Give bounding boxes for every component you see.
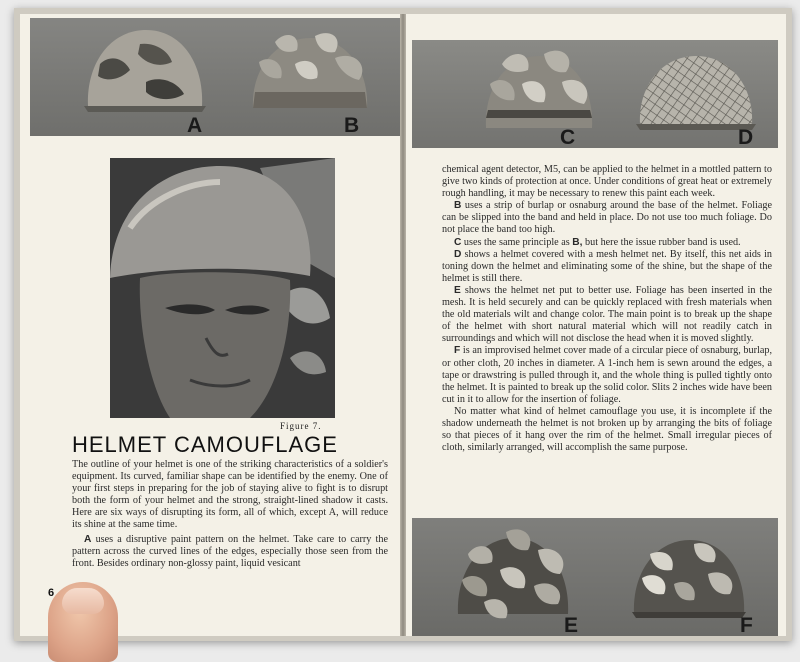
helmet-e-net-foliage-image <box>448 524 578 624</box>
paragraph-a <box>72 534 388 570</box>
top-photo-band-right <box>412 40 778 148</box>
paragraph-e-lead: E <box>454 284 461 296</box>
helmet-d-net-image <box>634 50 758 132</box>
helmet-c-rubber-band-image <box>478 44 600 138</box>
booklet <box>14 8 792 641</box>
paragraph-f <box>442 345 772 405</box>
helmet-b-burlap-image <box>245 28 375 120</box>
page-number: 6 <box>48 587 55 599</box>
helmet-a-painted-image <box>80 24 210 114</box>
label-c: C <box>560 126 576 149</box>
paragraph-c <box>442 237 772 249</box>
closing-paragraph: No matter what kind of helmet camouflage you use, it is incomplete if the shadow underneath the helmet is not broken up by arranging the bits of foliage so that pieces of it hang over the rim of the helmet. Small irregular pieces of cloth, similarly arranged, will accomplish the same purpose. <box>442 405 772 454</box>
label-f: F <box>740 614 753 636</box>
bottom-photo-band <box>412 518 778 636</box>
paragraph-a-text: uses a disruptive paint pattern on the helmet. Take care to carry the pattern across the curved lines of the edges, especially those seen from the front. Besides ordinary non-glossy paint, liquid vesicant <box>72 533 388 569</box>
paragraph-c-text-2: but here the issue rubber band is used. <box>585 236 741 248</box>
page-title: HELMET CAMOUFLAGE <box>72 432 338 457</box>
paragraph-c-text-1: uses the same principle as <box>463 236 570 248</box>
left-page <box>20 14 400 636</box>
paragraph-b <box>442 200 772 236</box>
helmet-f-cloth-cover-image <box>624 526 754 626</box>
paragraph-d-lead: D <box>454 248 462 260</box>
left-body-text <box>72 459 388 570</box>
paragraph-d <box>442 249 772 285</box>
figure-caption: Figure 7. <box>280 421 322 431</box>
paragraph-a-lead: A <box>84 533 92 545</box>
right-page <box>406 14 786 636</box>
right-body-text <box>442 164 772 454</box>
label-b: B <box>344 114 360 137</box>
figure-7-soldier-photo <box>110 158 335 418</box>
paragraph-b-lead: B <box>454 200 462 212</box>
continuation-paragraph: chemical agent detector, M5, can be applied to the helmet in a mottled pattern to give two kinds of protection at once. Under conditions of great heat or extremely rough handling, it may be necessary to renew this paint each week. <box>442 164 772 200</box>
paragraph-d-text: shows a helmet covered with a mesh helmet net. By itself, this net aids in toning down the helmet and eliminating some of the shine, but the shape of the helmet is still there. <box>442 248 772 284</box>
top-photo-band-left <box>30 18 400 136</box>
thumb-nail <box>62 588 104 614</box>
paragraph-f-text: is an improvised helmet cover made of a circular piece of osnaburg, burlap, or other cloth, 20 inches in diameter. A 1-inch hem is sewn around the edges, a tape or drawstring is pulled through it, and the whole thing is pulled tightly onto the helmet. It is painted to break up the solid color. Slits 2 inches wide have been cut in it to allow for the insertion of foliage. <box>442 345 772 405</box>
paragraph-e-text: shows the helmet net put to better use. Foliage has been inserted in the mesh. It is held securely and can be quickly replaced with fresh materials when the old materials wilt and change color. The main point is to break up the shape of the helmet with short natural material which will not readily catch in surroundings and which will not disclose the head when it is moved slightly. <box>442 284 772 345</box>
label-d: D <box>738 126 754 149</box>
label-a: A <box>187 114 203 137</box>
soldier-helmet-image <box>110 158 335 418</box>
paragraph-c-ref: B, <box>572 236 583 248</box>
paragraph-f-lead: F <box>454 345 461 357</box>
paragraph-c-lead: C <box>454 236 462 248</box>
paragraph-e <box>442 285 772 345</box>
paragraph-b-text: uses a strip of burlap or osnaburg around the base of the helmet. Foliage can be slipped into the band and held in place. Do not use too much foliage. Do not place the band too high. <box>442 200 773 236</box>
intro-paragraph: The outline of your helmet is one of the striking characteristics of a soldier's equipment. Its curved, familiar shape can be identified by the enemy. One of your first steps in preparing for the job of staying alive to fight is to disrupt both the form of your helmet and the strong, straight-lined shadow it casts. Here are six ways of disrupting its form, all of which, except A, will reduce its shine at the same time. <box>72 459 388 531</box>
label-e: E <box>564 614 579 636</box>
